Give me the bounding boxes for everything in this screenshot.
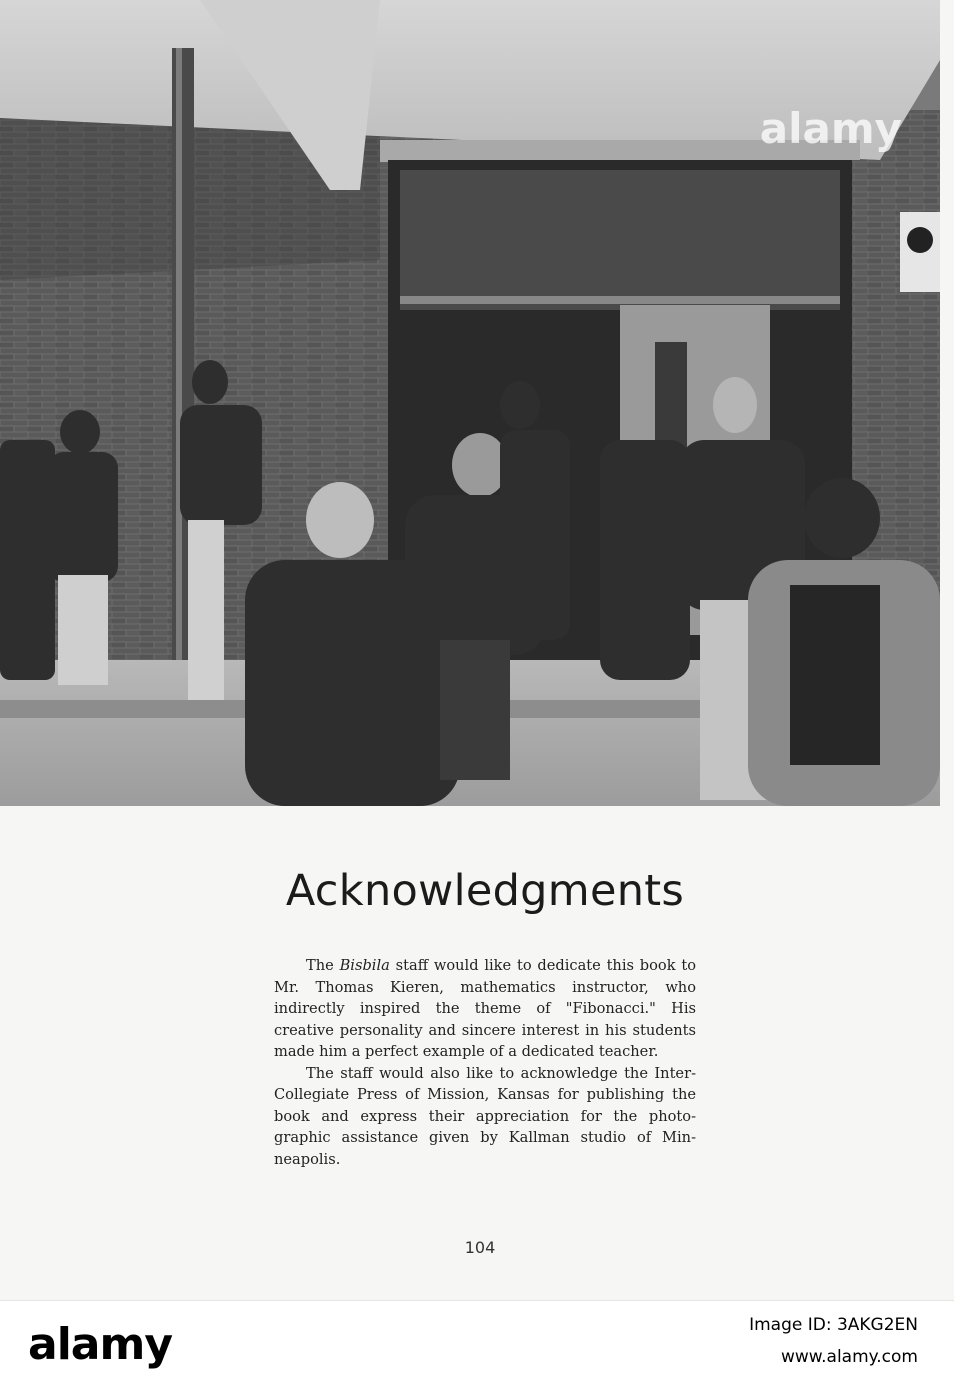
paragraph-acknowledgment: The staff would also like to acknowledge the InterCollegiate Press of Mission, Kansas for publishing the book and express their appreciation for the photographic assistance given by Kallman studio of Minneapolis.: [274, 1064, 696, 1168]
paragraph-1-start: The: [306, 957, 340, 974]
page-title: Acknowledgments: [285, 866, 685, 916]
stock-footer: [0, 1300, 954, 1391]
alamy-logo[interactable]: alamy: [28, 1319, 172, 1370]
acknowledgment-text: [274, 955, 696, 1170]
paragraph-1-rest: staff would like to dedicate this book to Mr. Thomas Kieren, mathematics instructor, who indirectly inspired the theme of "Fibonacci." His creative personality and sincere interest in his students made him a perfect example of a dedicated teacher.: [274, 957, 696, 1060]
paragraph-dedication: [274, 955, 696, 1063]
site-link[interactable]: www.alamy.com: [780, 1347, 918, 1367]
watermark: alamy: [759, 104, 902, 153]
image-id: Image ID: 3AKG2EN: [749, 1315, 918, 1335]
page-number: 104: [464, 1238, 496, 1257]
yearbook-name: Bisbila: [339, 957, 390, 974]
